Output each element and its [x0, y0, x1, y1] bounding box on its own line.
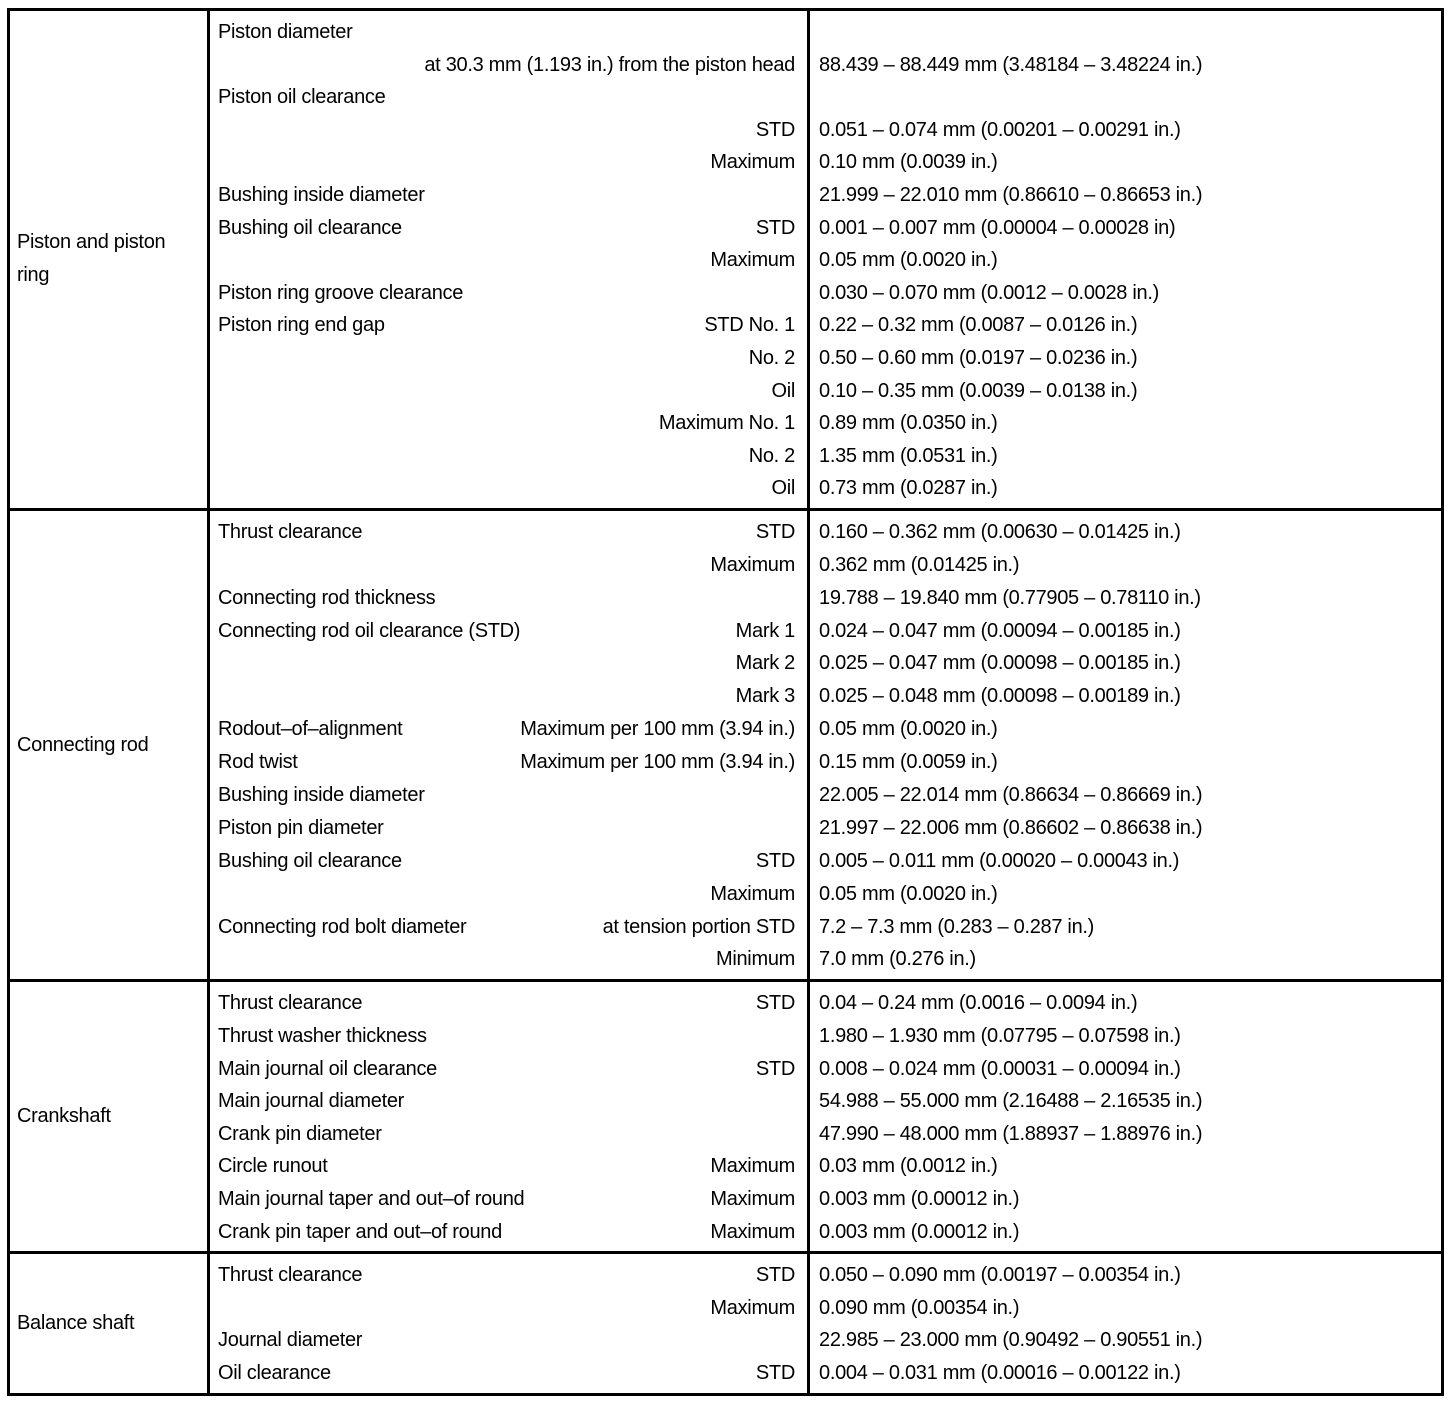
spec-item-label: Piston oil clearance	[218, 86, 386, 109]
spec-row	[210, 943, 807, 976]
spec-row	[210, 1216, 807, 1249]
section-row	[9, 981, 1443, 1253]
spec-item-label: Bushing oil clearance	[218, 216, 402, 239]
spec-value: 0.025 – 0.047 mm (0.00098 – 0.00185 in.)	[819, 652, 1181, 675]
spec-value: 7.0 mm (0.276 in.)	[819, 948, 976, 971]
value-column-cell	[809, 981, 1443, 1253]
spec-item-label: Thrust clearance	[218, 520, 363, 543]
spec-value: 0.160 – 0.362 mm (0.00630 – 0.01425 in.)	[819, 520, 1181, 543]
spec-item-label: Piston diameter	[218, 21, 353, 43]
section-label-cell	[9, 10, 209, 510]
spec-value: 0.008 – 0.024 mm (0.00031 – 0.00094 in.)	[819, 1057, 1181, 1080]
spec-value: 0.15 mm (0.0059 in.)	[819, 751, 998, 774]
spec-condition: Oil	[771, 379, 795, 402]
spec-condition: Maximum	[710, 249, 795, 272]
spec-value: 0.22 – 0.32 mm (0.0087 – 0.0126 in.)	[819, 314, 1138, 337]
spec-row	[210, 244, 807, 277]
spec-row	[210, 1259, 807, 1292]
spec-row	[210, 179, 807, 212]
spec-condition: at 30.3 mm (1.193 in.) from the piston head	[424, 53, 795, 76]
spec-value: 0.024 – 0.047 mm (0.00094 – 0.00185 in.)	[819, 619, 1181, 642]
spec-row	[210, 549, 807, 582]
spec-item-label: Thrust clearance	[218, 992, 363, 1015]
spec-item-label: Piston ring end gap	[218, 314, 385, 337]
spec-value: 0.051 – 0.074 mm (0.00201 – 0.00291 in.)	[819, 118, 1181, 141]
spec-row	[210, 146, 807, 179]
spec-condition: STD	[755, 849, 795, 872]
spec-row	[210, 1118, 807, 1151]
spec-condition: Maximum	[710, 1187, 795, 1210]
spec-condition: Maximum per 100 mm (3.94 in.)	[520, 751, 795, 774]
spec-condition: Mark 2	[735, 652, 795, 675]
spec-value: 0.003 mm (0.00012 in.)	[819, 1220, 1020, 1243]
spec-value: 22.005 – 22.014 mm (0.86634 – 0.86669 in.)	[819, 784, 1203, 807]
spec-value: 21.999 – 22.010 mm (0.86610 – 0.86653 in.)	[819, 183, 1203, 206]
section-row	[9, 509, 1443, 980]
spec-condition: Maximum	[710, 553, 795, 576]
spec-row	[210, 342, 807, 375]
spec-value: 1.980 – 1.930 mm (0.07795 – 0.07598 in.)	[819, 1024, 1181, 1047]
item-column-cell	[209, 509, 809, 980]
spec-condition: Minimum	[715, 948, 795, 971]
spec-item-label: Piston pin diameter	[218, 816, 384, 839]
spec-row	[210, 615, 807, 648]
spec-row	[210, 1292, 807, 1325]
section-label-cell	[9, 1253, 209, 1394]
spec-row	[210, 647, 807, 680]
section-label-cell	[9, 509, 209, 980]
spec-row	[210, 407, 807, 440]
spec-value: 0.050 – 0.090 mm (0.00197 – 0.00354 in.)	[819, 1264, 1181, 1287]
spec-condition: STD	[755, 118, 795, 141]
spec-row	[210, 375, 807, 408]
spec-item-label: Journal diameter	[218, 1329, 363, 1352]
spec-item-label: Connecting rod oil clearance (STD)	[218, 619, 521, 642]
spec-value: 0.001 – 0.007 mm (0.00004 – 0.00028 in)	[819, 216, 1176, 239]
spec-row	[210, 878, 807, 911]
spec-value: 19.788 – 19.840 mm (0.77905 – 0.78110 in.)	[819, 586, 1201, 609]
spec-row	[210, 440, 807, 473]
spec-condition: STD No. 1	[704, 314, 795, 337]
spec-condition: Oil	[771, 477, 795, 500]
spec-value: 0.89 mm (0.0350 in.)	[819, 412, 998, 435]
spec-condition: Maximum per 100 mm (3.94 in.)	[520, 718, 795, 741]
item-column-cell	[209, 981, 809, 1253]
spec-value	[810, 81, 1441, 114]
spec-row	[210, 845, 807, 878]
spec-value: 1.35 mm (0.0531 in.)	[819, 444, 998, 467]
spec-value: 0.005 – 0.011 mm (0.00020 – 0.00043 in.)	[819, 849, 1180, 872]
spec-value: 21.997 – 22.006 mm (0.86602 – 0.86638 in.)	[819, 816, 1203, 839]
spec-row	[210, 49, 807, 82]
spec-row	[210, 516, 807, 549]
spec-condition: at tension portion STD	[602, 915, 795, 938]
spec-value: 47.990 – 48.000 mm (1.88937 – 1.88976 in.)	[819, 1122, 1203, 1145]
spec-condition: Maximum	[710, 882, 795, 905]
spec-value: 0.03 mm (0.0012 in.)	[819, 1155, 998, 1178]
spec-condition: STD	[755, 992, 795, 1015]
spec-condition: STD	[755, 1361, 795, 1384]
spec-condition: Maximum No. 1	[658, 412, 795, 435]
spec-row	[210, 911, 807, 944]
value-column-cell	[809, 10, 1443, 510]
spec-row	[210, 779, 807, 812]
value-column-cell	[809, 1253, 1443, 1394]
spec-condition: Maximum	[710, 151, 795, 174]
spec-condition: STD	[755, 520, 795, 543]
spec-row	[210, 713, 807, 746]
spec-value: 7.2 – 7.3 mm (0.283 – 0.287 in.)	[819, 915, 1095, 938]
specification-table	[7, 8, 1444, 1396]
spec-row	[210, 114, 807, 147]
spec-item-label: Oil clearance	[218, 1361, 331, 1384]
spec-item-label: Rodout–of–alignment	[218, 718, 403, 741]
spec-item-label: Crank pin diameter	[218, 1122, 382, 1145]
spec-condition: Maximum	[710, 1296, 795, 1319]
spec-condition: Mark 1	[735, 619, 795, 642]
spec-row	[210, 212, 807, 245]
specification-table-body	[9, 10, 1443, 1395]
spec-item-label: Bushing inside diameter	[218, 183, 425, 206]
spec-condition: Maximum	[710, 1155, 795, 1178]
spec-item-label: Rod twist	[218, 751, 298, 774]
spec-condition: No. 2	[748, 346, 795, 369]
spec-item-label: Connecting rod bolt diameter	[218, 915, 467, 938]
spec-item-label: Thrust washer thickness	[218, 1024, 427, 1047]
spec-item-label: Main journal taper and out–of round	[218, 1187, 525, 1210]
spec-value	[810, 16, 1441, 49]
section-row	[9, 1253, 1443, 1394]
spec-value: 0.73 mm (0.0287 in.)	[819, 477, 998, 500]
spec-value: 0.003 mm (0.00012 in.)	[819, 1187, 1020, 1210]
spec-condition: Mark 3	[735, 685, 795, 708]
spec-condition: Maximum	[710, 1220, 795, 1243]
spec-condition: STD	[755, 216, 795, 239]
spec-row	[210, 746, 807, 779]
spec-value: 0.05 mm (0.0020 in.)	[819, 718, 998, 741]
spec-value: 54.988 – 55.000 mm (2.16488 – 2.16535 in.)	[819, 1090, 1203, 1113]
spec-item-label: Main journal oil clearance	[218, 1057, 437, 1080]
spec-item-label: Crank pin taper and out–of round	[218, 1220, 502, 1243]
section-label-cell	[9, 981, 209, 1253]
spec-row	[210, 277, 807, 310]
spec-item-label: Thrust clearance	[218, 1264, 363, 1287]
spec-item-label: Circle runout	[218, 1155, 328, 1178]
spec-row	[210, 680, 807, 713]
section-label: Crankshaft	[17, 1105, 111, 1128]
spec-row	[210, 1150, 807, 1183]
spec-row	[210, 1324, 807, 1357]
spec-row	[210, 472, 807, 505]
item-column-cell	[209, 10, 809, 510]
spec-value: 88.439 – 88.449 mm (3.48184 – 3.48224 in.)	[819, 53, 1203, 76]
spec-value: 0.362 mm (0.01425 in.)	[819, 553, 1020, 576]
spec-row	[210, 16, 807, 49]
spec-condition: STD	[755, 1057, 795, 1080]
spec-row	[210, 987, 807, 1020]
spec-value: 0.10 mm (0.0039 in.)	[819, 151, 998, 174]
spec-condition: No. 2	[748, 444, 795, 467]
value-column-cell	[809, 509, 1443, 980]
spec-row	[210, 1020, 807, 1053]
section-row	[9, 10, 1443, 510]
spec-row	[210, 81, 807, 114]
spec-value: 0.025 – 0.048 mm (0.00098 – 0.00189 in.)	[819, 685, 1181, 708]
spec-condition: STD	[755, 1264, 795, 1287]
spec-value: 0.05 mm (0.0020 in.)	[819, 882, 998, 905]
spec-row	[210, 309, 807, 342]
spec-item-label: Piston ring groove clearance	[218, 281, 464, 304]
spec-value: 0.50 – 0.60 mm (0.0197 – 0.0236 in.)	[819, 346, 1138, 369]
spec-value: 0.04 – 0.24 mm (0.0016 – 0.0094 in.)	[819, 992, 1138, 1015]
spec-value: 0.090 mm (0.00354 in.)	[819, 1296, 1020, 1319]
spec-value: 22.985 – 23.000 mm (0.90492 – 0.90551 in.)	[819, 1329, 1203, 1352]
spec-item-label: Main journal diameter	[218, 1090, 405, 1113]
spec-item-label: Connecting rod thickness	[218, 586, 436, 609]
spec-row	[210, 582, 807, 615]
spec-row	[210, 1357, 807, 1390]
spec-row	[210, 812, 807, 845]
spec-value: 0.10 – 0.35 mm (0.0039 – 0.0138 in.)	[819, 379, 1138, 402]
spec-value: 0.030 – 0.070 mm (0.0012 – 0.0028 in.)	[819, 281, 1159, 304]
spec-item-label: Bushing oil clearance	[218, 849, 402, 872]
spec-item-label: Bushing inside diameter	[218, 784, 425, 807]
section-label: Piston and piston ring	[17, 231, 166, 287]
item-column-cell	[209, 1253, 809, 1394]
section-label: Balance shaft	[17, 1311, 135, 1334]
spec-row	[210, 1183, 807, 1216]
spec-value: 0.05 mm (0.0020 in.)	[819, 249, 998, 272]
spec-row	[210, 1085, 807, 1118]
section-label: Connecting rod	[17, 733, 149, 756]
spec-row	[210, 1053, 807, 1086]
spec-value: 0.004 – 0.031 mm (0.00016 – 0.00122 in.)	[819, 1361, 1181, 1384]
